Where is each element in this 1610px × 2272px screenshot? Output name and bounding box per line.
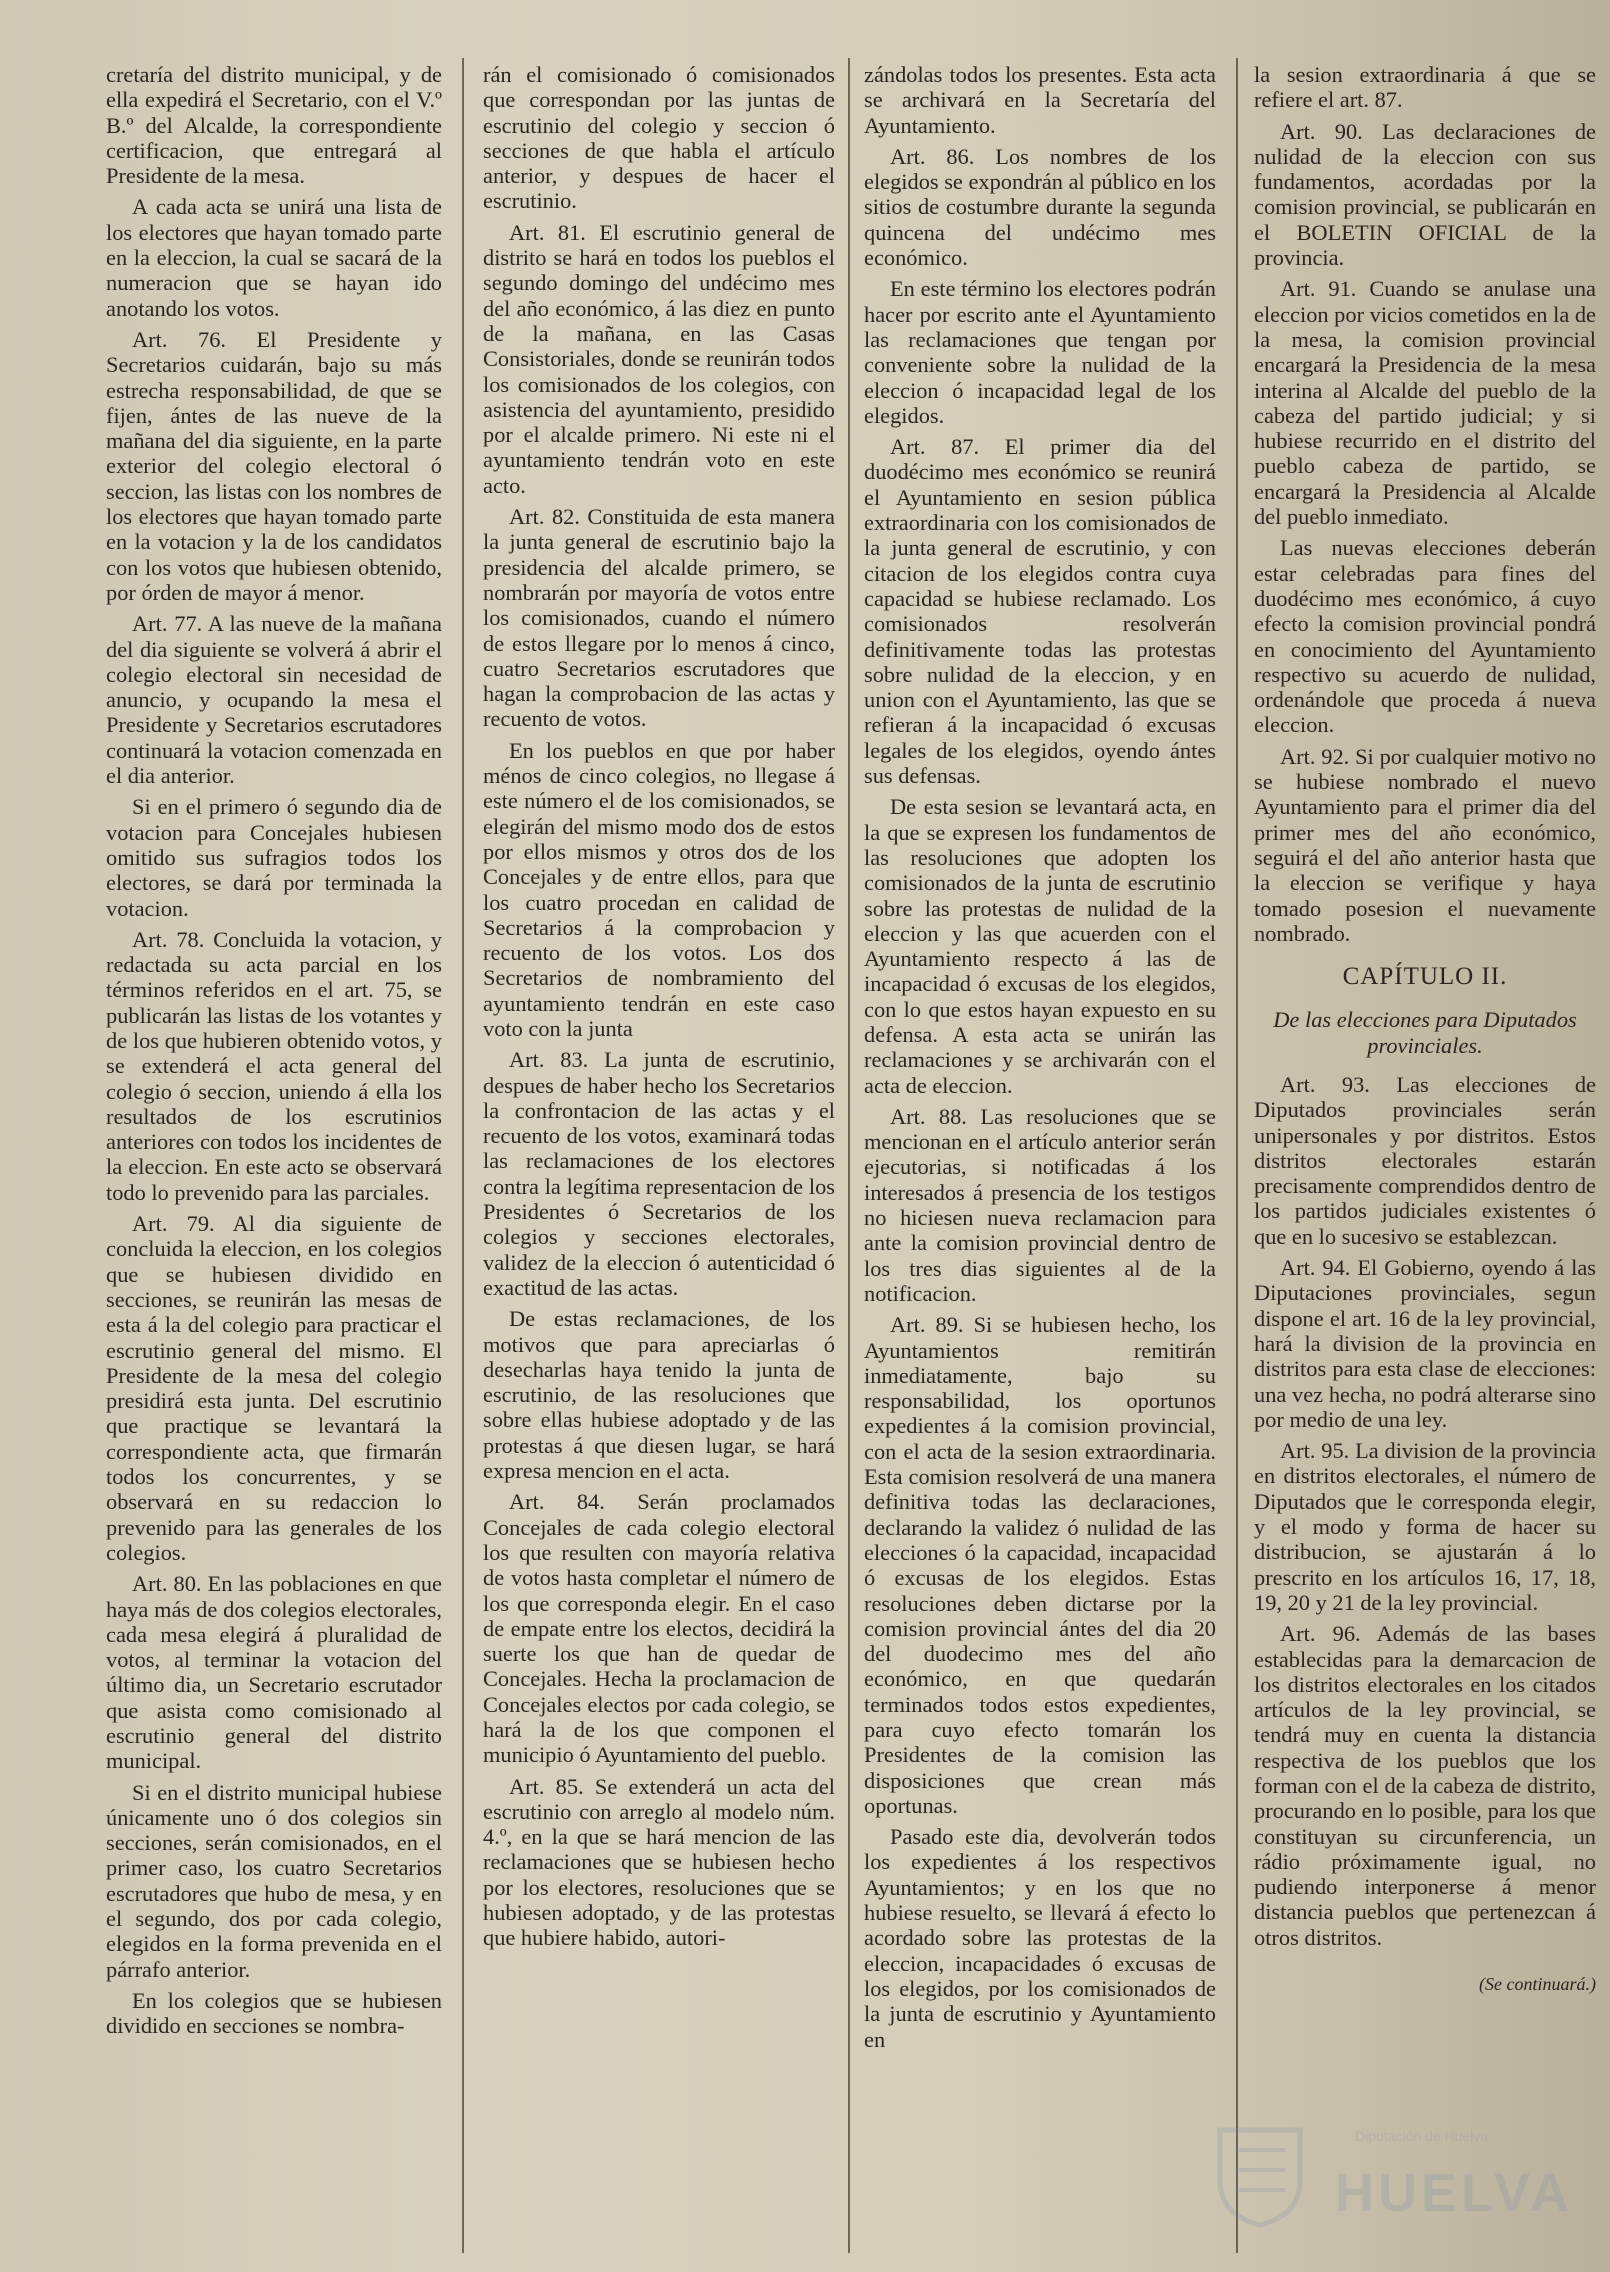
paragraph: Las nuevas elecciones deberán estar celebradas para fines del duodécimo mes económico, á cuyo efecto la comision provincial pondrá en conocimiento del Ayuntamiento respectivo su acuerdo de nulidad, ordenándole que proceda á nueva eleccion. xyxy=(1254,535,1596,738)
chapter-heading xyxy=(1254,964,1596,1058)
paragraph: En los colegios que se hubiesen dividido en secciones se nombra- xyxy=(106,1987,442,2039)
text-column-3 xyxy=(864,62,1216,2242)
paragraph: En los pueblos en que por haber ménos de cinco colegios, no llegase á este número el de los comisionados, se elegirán del mismo modo dos de estos por ellos mismos y otros dos de los Concejales y de entre ellos, para que los cuatro procedan en calidad de Secretarios á la comprobacion y recuento de los votos. Los dos Secretarios de nombramiento del ayuntamiento tendrán en este caso voto con la junta xyxy=(483,737,835,1041)
text-column-4 xyxy=(1254,62,1596,2242)
chapter-subtitle: De las elecciones para Diputados provinciales. xyxy=(1273,1007,1577,1058)
chapter-title: CAPÍTULO II. xyxy=(1342,963,1508,991)
paragraph: Art. 76. El Presidente y Secretarios cuidarán, bajo su más estrecha responsabilidad, de que se fijen, ántes de las nueve de la mañana del dia siguiente, en la parte exterior del colegio electoral ó seccion, las listas con los nombres de los electores que hayan tomado parte en la votacion y la de los candidatos con los votos que hubiesen obtenido, por órden de mayor á menor. xyxy=(106,326,442,605)
paragraph: Art. 86. Los nombres de los elegidos se expondrán al público en los sitios de costumbre durante la segunda quincena del undécimo mes económico. xyxy=(864,143,1216,271)
paragraph: Art. 91. Cuando se anulase una eleccion por vicios cometidos en la de la mesa, la comision provincial encargará la Presidencia de la mesa interina al Alcalde del pueblo de la cabeza del partido judicial; y si hubiese recurrido en el distrito del pueblo cabeza de partido, se encargará la Presidencia al Alcalde del pueblo inmediato. xyxy=(1254,276,1596,530)
paragraph: A cada acta se unirá una lista de los electores que hayan tomado parte en la eleccion, la cual se sacará de la numeracion que se hayan ido anotando los votos. xyxy=(106,194,442,321)
text-column-1 xyxy=(106,62,442,2242)
paragraph: Art. 94. El Gobierno, oyendo á las Diputaciones provinciales, segun dispone el art. 16 de la ley provincial, hará la division de la provincia en distritos para esta clase de elecciones: una vez hecha, no podrá alterarse sino por medio de una ley. xyxy=(1254,1255,1596,1432)
paragraph: Art. 79. Al dia siguiente de concluida la eleccion, en los colegios que se hubiesen dividido en secciones, se reunirán las mesas de esta á la del colegio para practicar el escrutinio general del mismo. El Presidente de la mesa del colegio presidirá esta junta. Del escrutinio que practique se levantará la correspondiente acta, que firmarán todos los concurrentes, y se observará en su redaccion lo prevenido para las generales de los colegios. xyxy=(106,1211,442,1565)
paragraph: Art. 95. La division de la provincia en distritos electorales, el número de Diputados que le corresponda elegir, y el modo y forma de hacer su distribucion, se ajustarán á lo prescrito en los artículos 16, 17, 18, 19, 20 y 21 de la ley provincial. xyxy=(1254,1438,1596,1615)
paragraph: Pasado este dia, devolverán todos los expedientes á los respectivos Ayuntamientos; y en los que no hubiese resuelto, se llevará á efecto lo acordado sobre las protestas de la eleccion, incapacidades ó excusas de los elegidos, por los comisionados de la junta de escrutinio y Ayuntamiento en xyxy=(864,1824,1216,2052)
paragraph: Art. 80. En las poblaciones en que haya más de dos colegios electorales, cada mesa elegirá á pluralidad de votos, al terminar la votacion del último dia, un Secretario escrutador que asista como comisionado al escrutinio general del distrito municipal. xyxy=(106,1571,442,1774)
paragraph: Art. 89. Si se hubiesen hecho, los Ayuntamientos remitirán inmediatamente, bajo su responsabilidad, los oportunos expedientes á la comision provincial, con el acta de la sesion extraordinaria. Esta comision resolverá de una manera definitiva todas las declaraciones, declarando la validez ó nulidad de las elecciones ó la capacidad, incapacidad ó excusas de los elegidos. Estas resoluciones deben dictarse por la comision provincial ántes del dia 20 del duodecimo mes del año económico, en que quedarán terminados todos estos expedientes, para cuyo efecto tomarán los Presidentes de la comision las disposiciones que crean más oportunas. xyxy=(864,1312,1216,1818)
column-rule xyxy=(462,58,464,2253)
shield-icon xyxy=(1205,2120,1315,2230)
paragraph: Art. 87. El primer dia del duodécimo mes económico se reunirá el Ayuntamiento en sesion pública extraordinaria con los comisionados de la junta general de escrutinio, y con citacion de los elegidos contra cuya capacidad se hubiese reclamado. Los comisionados resolverán definitivamente todas las protestas sobre nulidad de la eleccion, y en union con el Ayuntamiento, las que se refieran á la incapacidad ó excusas legales de los elegidos, oyendo ántes sus defensas. xyxy=(864,434,1216,789)
paragraph: En este término los electores podrán hacer por escrito ante el Ayuntamiento las reclamaciones que tengan por conveniente sobre la nulidad de la eleccion ó incapacidad legal de los elegidos. xyxy=(864,276,1216,428)
watermark-label: HUELVA xyxy=(1335,2163,1573,2223)
archive-watermark xyxy=(1205,2120,1573,2230)
paragraph: Art. 81. El escrutinio general de distrito se hará en todos los pueblos el segundo domingo del undécimo mes del año económico, á las diez en punto de la mañana, en las Casas Consistoriales, donde se reunirán todos los comisionados de los colegios, con asistencia del ayuntamiento, presidido por el alcalde primero. Ni este ni el ayuntamiento tendrán voto en este acto. xyxy=(483,219,835,498)
paragraph: Art. 85. Se extenderá un acta del escrutinio con arreglo al modelo núm. 4.º, en la que se hará mencion de las reclamaciones que se hubiesen hecho por los electores, resoluciones que se hubiesen adoptado, y de las protestas que hubiere habido, autori- xyxy=(483,1773,835,1951)
paragraph: De esta sesion se levantará acta, en la que se expresen los fundamentos de las resoluciones que adopten los comisionados de la junta de escrutinio sobre las protestas de nulidad de la eleccion y las que acuerden con el Ayuntamiento respecto á las de incapacidad ó excusas de los elegidos, con lo que estos hayan expuesto en su defensa. A esta acta se unirán las reclamaciones y se archivarán con el acta de eleccion. xyxy=(864,794,1216,1098)
paragraph: De estas reclamaciones, de los motivos que para apreciarlas ó desecharlas haya tenido la junta de escrutinio, de las resoluciones que sobre ellas hubiese adoptado y de las protestas á que diesen lugar, se hará expresa mencion en el acta. xyxy=(483,1306,835,1484)
paragraph: Art. 93. Las elecciones de Diputados provinciales serán unipersonales y por distritos. Estos distritos electorales estarán precisamente comprendidos dentro de los partidos judiciales existentes ó que en lo sucesivo se establezcan. xyxy=(1254,1071,1596,1249)
column-rule xyxy=(1236,58,1238,2253)
column-rule xyxy=(848,58,850,2253)
paragraph: Si en el distrito municipal hubiese únicamente uno ó dos colegios sin secciones, serán comisionados, en el primer caso, los cuatro Secretarios escrutadores que hubo de mesa, y en el segundo, dos por cada colegio, elegidos en la forma prevenida en el párrafo anterior. xyxy=(106,1779,442,1982)
paragraph: Art. 96. Además de las bases establecidas para la demarcacion de los distritos electorales en los citados artículos de la ley provincial, se tendrá muy en cuenta la distancia respectiva de los pueblos que los forman con el de la cabeza de distrito, procurando en lo posible, para los que constituyan su circunferencia, un rádio próximamente igual, no pudiendo interponerse á menor distancia pueblos que pertenezcan á otros distritos. xyxy=(1254,1621,1596,1950)
paragraph: cretaría del distrito municipal, y de ella expedirá el Secretario, con el V.º B.º del Alcalde, la correspondiente certificacion, que entregará al Presidente de la mesa. xyxy=(106,62,442,189)
paragraph: Art. 84. Serán proclamados Concejales de cada colegio electoral los que resulten con mayoría relativa de votos hasta completar el número de los que corresponda elegir. En el caso de empate entre los electos, decidirá la suerte los que han de quedar de Concejales. Hecha la proclamacion de Concejales electos por cada colegio, se hará la de los que componen el municipio ó Ayuntamiento del pueblo. xyxy=(483,1489,835,1768)
paragraph: Art. 82. Constituida de esta manera la junta general de escrutinio bajo la presidencia del alcalde primero, se nombrarán por mayoría de votos entre los comisionados, cuando el número de estos llegare por lo menos á cinco, cuatro Secretarios escrutadores que hagan la comprobacion de las actas y recuento de votos. xyxy=(483,504,835,732)
continues-note: (Se continuará.) xyxy=(1479,1974,1596,1995)
paragraph: Art. 77. A las nueve de la mañana del dia siguiente se volverá á abrir el colegio electoral sin necesidad de anuncio, y ocupando la mesa el Presidente y Secretarios escrutadores continuará la votacion comenzada en el dia anterior. xyxy=(106,611,442,789)
paragraph: rán el comisionado ó comisionados que correspondan por las juntas de escrutinio del colegio y seccion ó secciones de que habla el artículo anterior, y despues de hacer el escrutinio. xyxy=(483,62,835,214)
paragraph: Art. 83. La junta de escrutinio, despues de haber hecho los Secretarios la confrontacion de las actas y el recuento de los votos, examinará todas las reclamaciones de los electores contra la legítima representacion de los Presidentes ó Secretarios de los colegios y secciones electorales, validez de la eleccion ó autenticidad ó exactitud de las actas. xyxy=(483,1047,835,1300)
paragraph: Art. 90. Las declaraciones de nulidad de la eleccion con sus fundamentos, acordadas por la comision provincial, se publicarán en el BOLETIN OFICIAL de la provincia. xyxy=(1254,118,1596,271)
paragraph: Art. 88. Las resoluciones que se mencionan en el artículo anterior serán ejecutorias, si notificadas á los interesados á presencia de los testigos no hiciesen nueva reclamacion para ante la comision provincial dentro de los tres dias siguientes al de la notificacion. xyxy=(864,1103,1216,1306)
watermark-sub-label: Diputación de Huelva xyxy=(1355,2128,1489,2144)
paragraph: Si en el primero ó segundo dia de votacion para Concejales hubiesen omitido sus sufragios todos los electores, se dará por terminada la votacion. xyxy=(106,794,442,921)
paragraph: Art. 78. Concluida la votacion, y redactada su acta parcial en los términos referidos en el art. 75, se publicarán las listas de los votantes y de los que hubieren obtenido votos, y se extenderá el acta general del colegio ó seccion, uniendo á ella los resultados de los escrutinios anteriores con todos los incidentes de la eleccion. En este acto se observará todo lo prevenido para las parciales. xyxy=(106,926,442,1205)
paragraph: Art. 92. Si por cualquier motivo no se hubiese nombrado el nuevo Ayuntamiento para el primer dia del primer mes del año económico, seguirá el del año anterior hasta que la eleccion se verifique y haya tomado posesion el nuevamente nombrado. xyxy=(1254,743,1596,946)
paragraph: zándolas todos los presentes. Esta acta se archivará en la Secretaría del Ayuntamiento. xyxy=(864,62,1216,138)
text-column-2 xyxy=(483,62,835,2242)
paragraph: la sesion extraordinaria á que se refiere el art. 87. xyxy=(1254,62,1596,113)
